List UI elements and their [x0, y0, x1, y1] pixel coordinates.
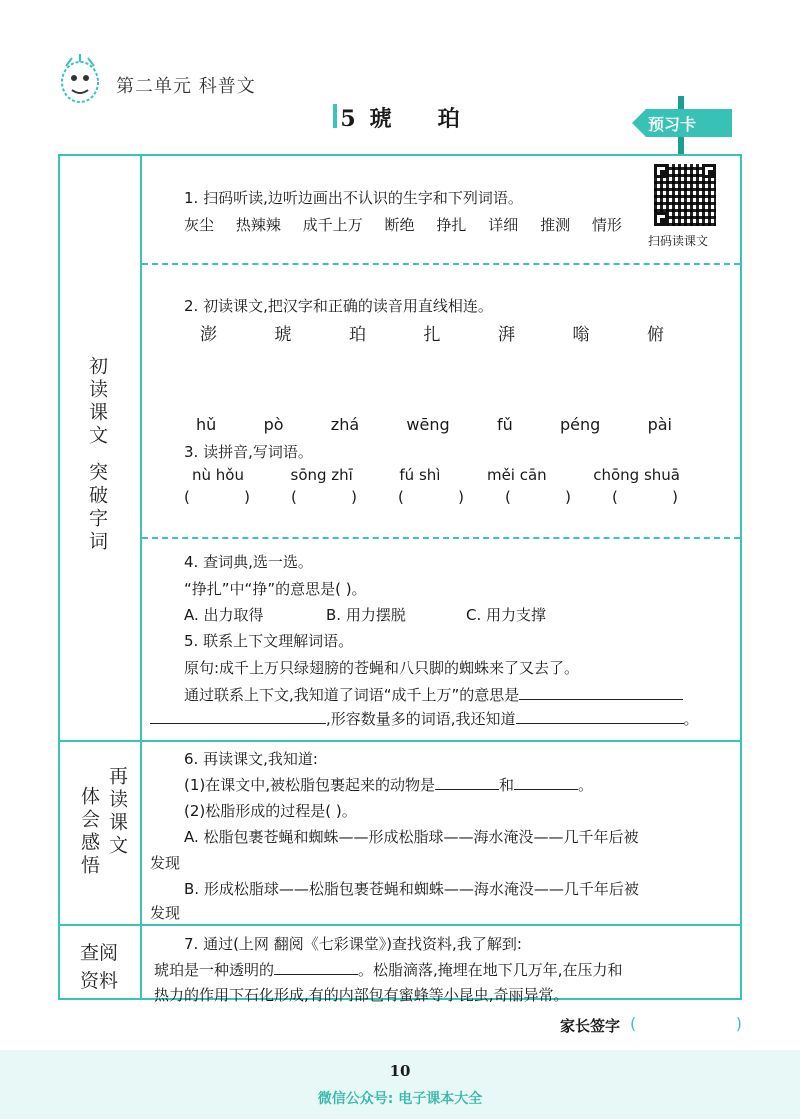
parent-signature-label: 家长签字 — [560, 1017, 621, 1035]
q5-blank-meaning-cont[interactable] — [150, 709, 326, 724]
qr-caption: 扫码读课文 — [648, 234, 709, 248]
section-label-research-1: 查阅 — [80, 942, 119, 964]
q1-word: 推测 — [540, 216, 571, 234]
q4-option-c[interactable]: C. 用力支撑 — [466, 606, 547, 624]
q6-option-b-line2: 发现 — [150, 904, 181, 922]
q7-line1: 琥珀是一种透明的 。松脂滴落,掩埋在地下几万年,在压力和 — [154, 961, 623, 979]
q2-pinyin: zhá — [330, 415, 360, 434]
q2-pinyin: fǔ — [496, 415, 513, 434]
q5-original-sentence: 原句:成千上万只绿翅膀的苍蝇和八只脚的蜘蛛来了又去了。 — [184, 659, 580, 677]
q2-pinyin: hǔ — [196, 415, 217, 434]
lesson-title-char-2: 珀 — [437, 106, 460, 132]
parent-signature-field[interactable]: ( ) — [630, 1014, 742, 1033]
q7-prompt: 7. 通过(上网 翻阅《七彩课堂》)查找资料,我了解到: — [184, 935, 522, 953]
q6-sub1: (1)在课文中,被松脂包裹起来的动物是 和 。 — [184, 776, 594, 794]
q2-char: 扎 — [423, 325, 441, 345]
q5-prompt: 5. 联系上下文理解词语。 — [184, 632, 354, 650]
section-label-appreciate: 体会感悟 — [78, 786, 100, 878]
mascot-logo-icon — [56, 52, 104, 108]
q3-pinyin-row — [192, 466, 680, 484]
worksheet-frame — [58, 154, 742, 1000]
q4-option-b[interactable]: B. 用力摆脱 — [326, 606, 406, 624]
q2-prompt: 2. 初读课文,把汉字和正确的读音用直线相连。 — [184, 297, 493, 315]
q2-char: 嗡 — [572, 325, 590, 345]
q5-line2: ,形容数量多的词语,我还知道 。 — [150, 708, 699, 729]
q3-pinyin: chōng shuā — [593, 466, 680, 484]
dashed-divider-2 — [142, 537, 740, 539]
q3-pinyin: nù hǒu — [192, 466, 244, 484]
q3-pinyin: sōng zhī — [290, 466, 353, 484]
q7-line2: 热力的作用下石化形成,有的内部包有蜜蜂等小昆虫,奇丽异常。 — [154, 986, 569, 1004]
q5-blank-meaning[interactable] — [519, 685, 683, 700]
q5-blank-more-words[interactable] — [516, 709, 684, 724]
preview-tag-label: 预习卡 — [648, 115, 697, 134]
q4-question: “挣扎”中“挣”的意思是( )。 — [184, 580, 367, 598]
q1-word-list — [184, 214, 622, 235]
section-label-first-reading: 初读课文 — [86, 356, 108, 448]
q6-blank-animal-1[interactable] — [435, 775, 499, 790]
q2-pinyin-row — [196, 415, 672, 434]
wechat-watermark: 微信公众号: 电子课本大全 — [317, 1091, 483, 1107]
q3-answer-box[interactable]: ( ) — [398, 488, 464, 506]
lesson-number: 5 — [340, 106, 356, 132]
section-label-word-study: 突破字词 — [86, 462, 108, 554]
q2-pinyin: wēng — [406, 415, 450, 434]
q1-word: 挣扎 — [436, 216, 467, 234]
q1-prompt: 1. 扫码听读,边听边画出不认识的生字和下列词语。 — [184, 189, 523, 207]
q6-option-b-line1[interactable]: B. 形成松脂球——松脂包裹苍蝇和蜘蛛——海水淹没——几千年后被 — [184, 880, 639, 898]
q3-answer-box[interactable]: ( ) — [505, 488, 571, 506]
q2-char: 珀 — [349, 325, 366, 345]
q5-line1: 通过联系上下文,我知道了词语“成千上万”的意思是 — [184, 684, 683, 705]
page-number: 10 — [389, 1062, 411, 1080]
q4-prompt: 4. 查词典,选一选。 — [184, 553, 313, 571]
q2-char: 湃 — [498, 325, 515, 345]
unit-label: 第二单元 科普文 — [116, 76, 256, 97]
q2-pinyin: péng — [560, 415, 601, 434]
q1-word: 成千上万 — [302, 216, 363, 234]
dashed-divider-1 — [142, 263, 740, 265]
section-label-reread: 再读课文 — [106, 766, 128, 858]
q6-option-a-line2: 发现 — [150, 854, 181, 872]
column-divider — [140, 154, 142, 1000]
q6-sub2: (2)松脂形成的过程是( )。 — [184, 802, 357, 820]
section-divider-1 — [58, 740, 742, 742]
section-label-research-2: 资料 — [80, 970, 119, 992]
footer-band — [0, 1050, 800, 1119]
q3-prompt: 3. 读拼音,写词语。 — [184, 443, 313, 461]
q4-option-a[interactable]: A. 出力取得 — [184, 606, 264, 624]
section-divider-2 — [58, 924, 742, 926]
q2-char: 澎 — [200, 325, 217, 345]
q2-pinyin: pài — [647, 415, 672, 434]
q3-answer-box[interactable]: ( ) — [184, 488, 250, 506]
lesson-title-char-1: 琥 — [369, 106, 392, 132]
q2-char: 俯 — [647, 325, 664, 345]
q3-answer-row — [184, 488, 678, 506]
q3-answer-box[interactable]: ( ) — [291, 488, 357, 506]
q6-option-a-line1[interactable]: A. 松脂包裹苍蝇和蜘蛛——形成松脂球——海水淹没——几千年后被 — [184, 828, 639, 846]
q7-blank-material[interactable] — [274, 960, 358, 975]
q2-char-row — [200, 320, 664, 345]
q1-word: 详细 — [488, 216, 519, 234]
q6-prompt: 6. 再读课文,我知道: — [184, 750, 318, 768]
q1-word: 热辣辣 — [235, 216, 281, 234]
q3-pinyin: fú shì — [399, 466, 441, 484]
qr-code-icon[interactable] — [654, 164, 716, 226]
q6-blank-animal-2[interactable] — [514, 775, 578, 790]
q1-word: 灰尘 — [184, 216, 215, 234]
q1-word: 断绝 — [384, 216, 415, 234]
q2-char: 琥 — [274, 325, 292, 345]
q1-word: 情形 — [591, 216, 622, 234]
q3-answer-box[interactable]: ( ) — [612, 488, 678, 506]
q2-pinyin: pò — [263, 415, 284, 434]
q3-pinyin: měi cān — [486, 466, 547, 484]
